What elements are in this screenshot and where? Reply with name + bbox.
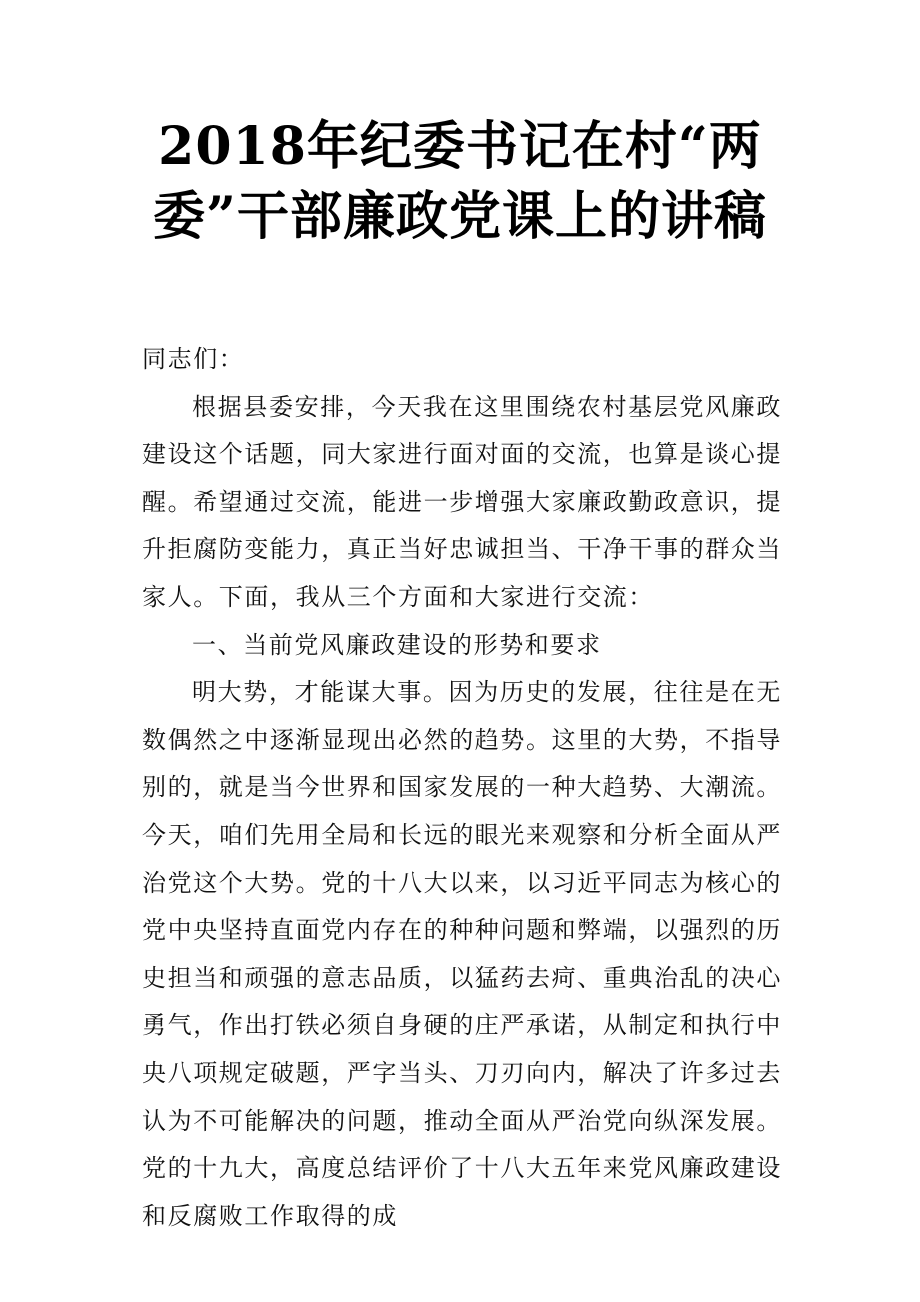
document-title: 2018年纪委书记在村“两委”干部廉政党课上的讲稿 bbox=[153, 116, 767, 247]
paragraph-intro: 根据县委安排，今天我在这里围绕农村基层党风廉政建设这个话题，同大家进行面对面的交流，也算是谈心提醒。希望通过交流，能进一步增强大家廉政勤政意识，提升拒腐防变能力，真正当好忠诚担当、干净干事的群众当家人。下面，我从三个方面和大家进行交流： bbox=[142, 392, 782, 611]
section-heading: 一、当前党风廉政建设的形势和要求 bbox=[192, 630, 602, 659]
salutation: 同志们： bbox=[142, 345, 245, 373]
paragraph-main: 明大势，才能谋大事。因为历史的发展，往往是在无数偶然之中逐渐显现出必然的趋势。这里的大势，不指导别的，就是当今世界和国家发展的一种大趋势、大潮流。今天，咱们先用全局和长远的眼光来观察和分析全面从严治党这个大势。党的十八大以来，以习近平同志为核心的党中央坚持直面党内存在的种种问题和弊端，以强烈的历史担当和顽强的意志品质，以猛药去疴、重典治乱的决心勇气，作出打铁必须自身硬的庄严承诺，从制定和执行中央八项规定破题，严字当头、刀刃向内，解决了许多过去认为不可能解决的问题，推动全面从严治党向纵深发展。党的十九大，高度总结评价了十八大五年来党风廉政建设和反腐败工作取得的成 bbox=[142, 678, 782, 1230]
document-body bbox=[142, 336, 782, 1240]
